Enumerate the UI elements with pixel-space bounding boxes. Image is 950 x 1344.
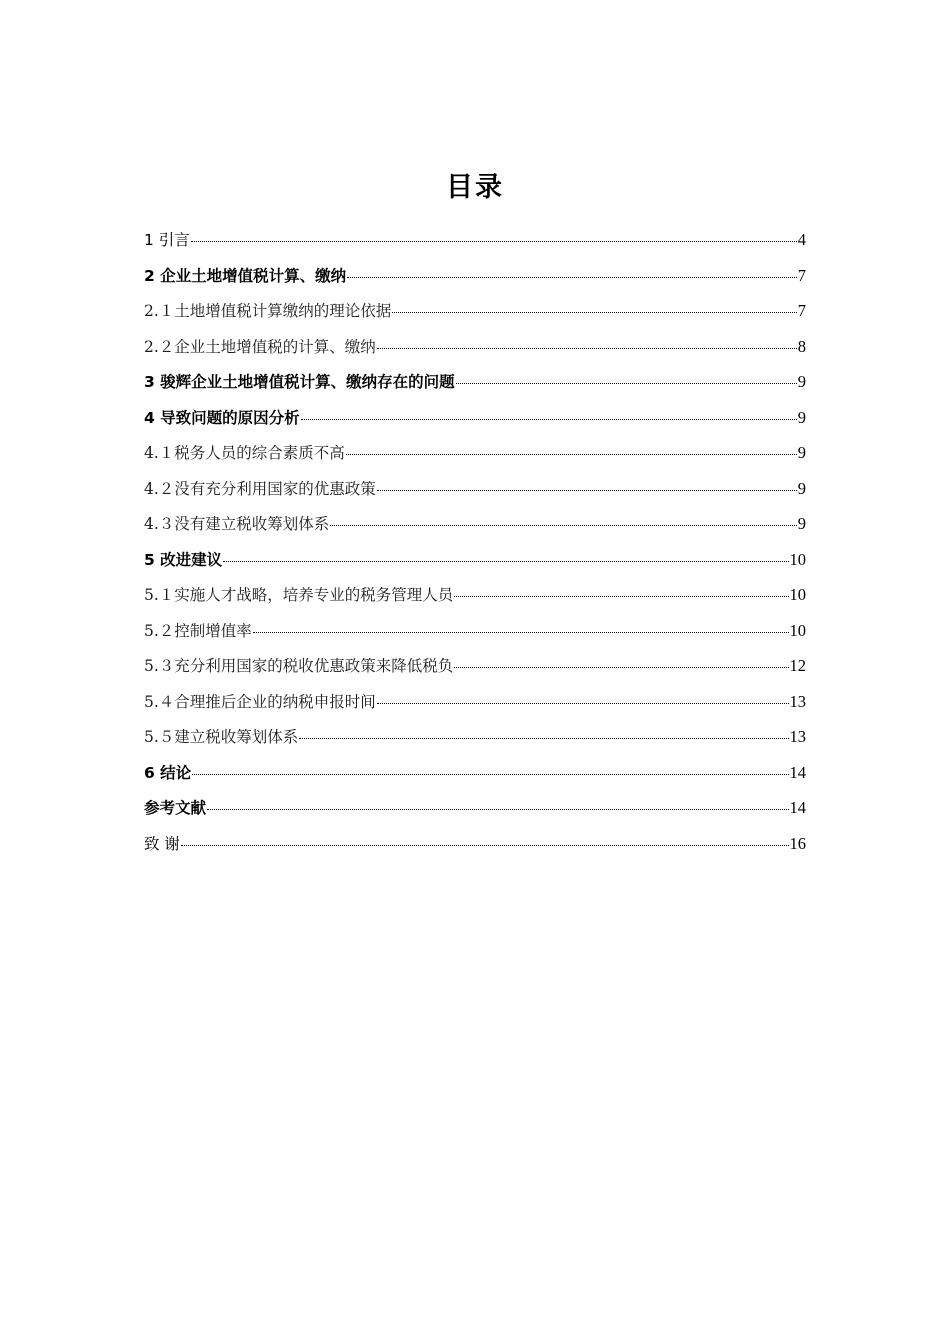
toc-entry[interactable] (144, 577, 806, 613)
toc-entry-page: 9 (797, 443, 806, 462)
toc-entry-page: 13 (789, 727, 806, 746)
toc-dot-leader (330, 525, 796, 526)
toc-entry-label: 5.４合理推后企业的纳税申报时间 (144, 692, 376, 711)
toc-entry[interactable] (144, 364, 806, 400)
toc-entry-label: 参考文献 (144, 799, 207, 817)
toc-entry-label: 5.１实施人才战略，培养专业的税务管理人员 (144, 586, 454, 604)
toc-entry-page: 9 (797, 514, 806, 533)
toc-entry-label: 5.３充分利用国家的税收优惠政策来降低税负 (144, 657, 454, 675)
toc-entry-page: 14 (789, 762, 806, 782)
toc-title: 目录 (446, 172, 504, 203)
toc-entry[interactable] (144, 719, 806, 755)
toc-dot-leader (299, 738, 788, 739)
toc-entry-page: 7 (797, 265, 806, 285)
toc-entry[interactable] (144, 506, 806, 542)
toc-dot-leader (346, 454, 797, 455)
toc-entry-label: 5 改进建议 (144, 550, 223, 569)
toc-entry-label: 4.３没有建立税收筹划体系 (144, 515, 330, 533)
toc-entry[interactable] (144, 755, 806, 791)
toc-entry[interactable] (144, 790, 806, 826)
toc-entry-page: 13 (789, 691, 806, 711)
toc-entry[interactable] (144, 542, 806, 578)
toc-entry-page: 4 (797, 230, 806, 249)
toc-entry-label: 1 引言 (144, 231, 190, 249)
toc-entry-label: 4.２没有充分利用国家的优惠政策 (144, 479, 376, 498)
toc-entry[interactable] (144, 293, 806, 329)
toc-list (144, 222, 806, 861)
toc-dot-leader (301, 419, 797, 420)
toc-dot-leader (456, 383, 797, 384)
toc-entry[interactable] (144, 826, 806, 862)
toc-entry-label: 5.５建立税收筹划体系 (144, 728, 299, 746)
toc-entry-page: 10 (789, 585, 806, 604)
toc-entry-label: 4.１税务人员的综合素质不高 (144, 444, 345, 462)
toc-dot-leader (191, 241, 797, 242)
toc-dot-leader (181, 845, 789, 846)
toc-entry-label: 5.２控制增值率 (144, 621, 252, 640)
toc-dot-leader (454, 667, 788, 668)
toc-entry-page: 16 (789, 833, 806, 853)
toc-entry-page: 9 (797, 478, 806, 498)
toc-dot-leader (454, 596, 788, 597)
toc-entry-label: 4 导致问题的原因分析 (144, 408, 300, 427)
toc-dot-leader (207, 809, 788, 810)
toc-entry[interactable] (144, 684, 806, 720)
toc-entry[interactable] (144, 329, 806, 365)
toc-dot-leader (392, 312, 796, 313)
toc-dot-leader (347, 277, 797, 278)
toc-entry-page: 14 (789, 798, 806, 817)
toc-entry-page: 8 (797, 336, 806, 356)
toc-entry[interactable] (144, 222, 806, 258)
toc-entry-label: 2 企业土地增值税计算、缴纳 (144, 266, 347, 285)
toc-entry-page: 9 (797, 407, 806, 427)
toc-entry[interactable] (144, 613, 806, 649)
toc-entry[interactable] (144, 400, 806, 436)
toc-entry-label: 6 结论 (144, 763, 192, 782)
toc-entry-label: 2.１土地增值税计算缴纳的理论依据 (144, 302, 392, 320)
toc-dot-leader (253, 632, 789, 633)
toc-entry-label: 致 谢 (144, 834, 180, 853)
toc-dot-leader (377, 703, 789, 704)
toc-entry-page: 9 (797, 372, 806, 391)
toc-dot-leader (192, 774, 788, 775)
toc-entry-page: 7 (797, 301, 806, 320)
toc-entry[interactable] (144, 258, 806, 294)
toc-entry[interactable] (144, 648, 806, 684)
toc-dot-leader (377, 490, 797, 491)
toc-entry-label: 2.２企业土地增值税的计算、缴纳 (144, 337, 376, 356)
toc-dot-leader (223, 561, 788, 562)
toc-entry-label: 3 骏辉企业土地增值税计算、缴纳存在的问题 (144, 373, 455, 391)
toc-entry[interactable] (144, 471, 806, 507)
toc-entry-page: 10 (789, 620, 806, 640)
toc-entry-page: 12 (789, 656, 806, 675)
toc-entry[interactable] (144, 435, 806, 471)
toc-entry-page: 10 (789, 549, 806, 569)
toc-dot-leader (377, 348, 797, 349)
